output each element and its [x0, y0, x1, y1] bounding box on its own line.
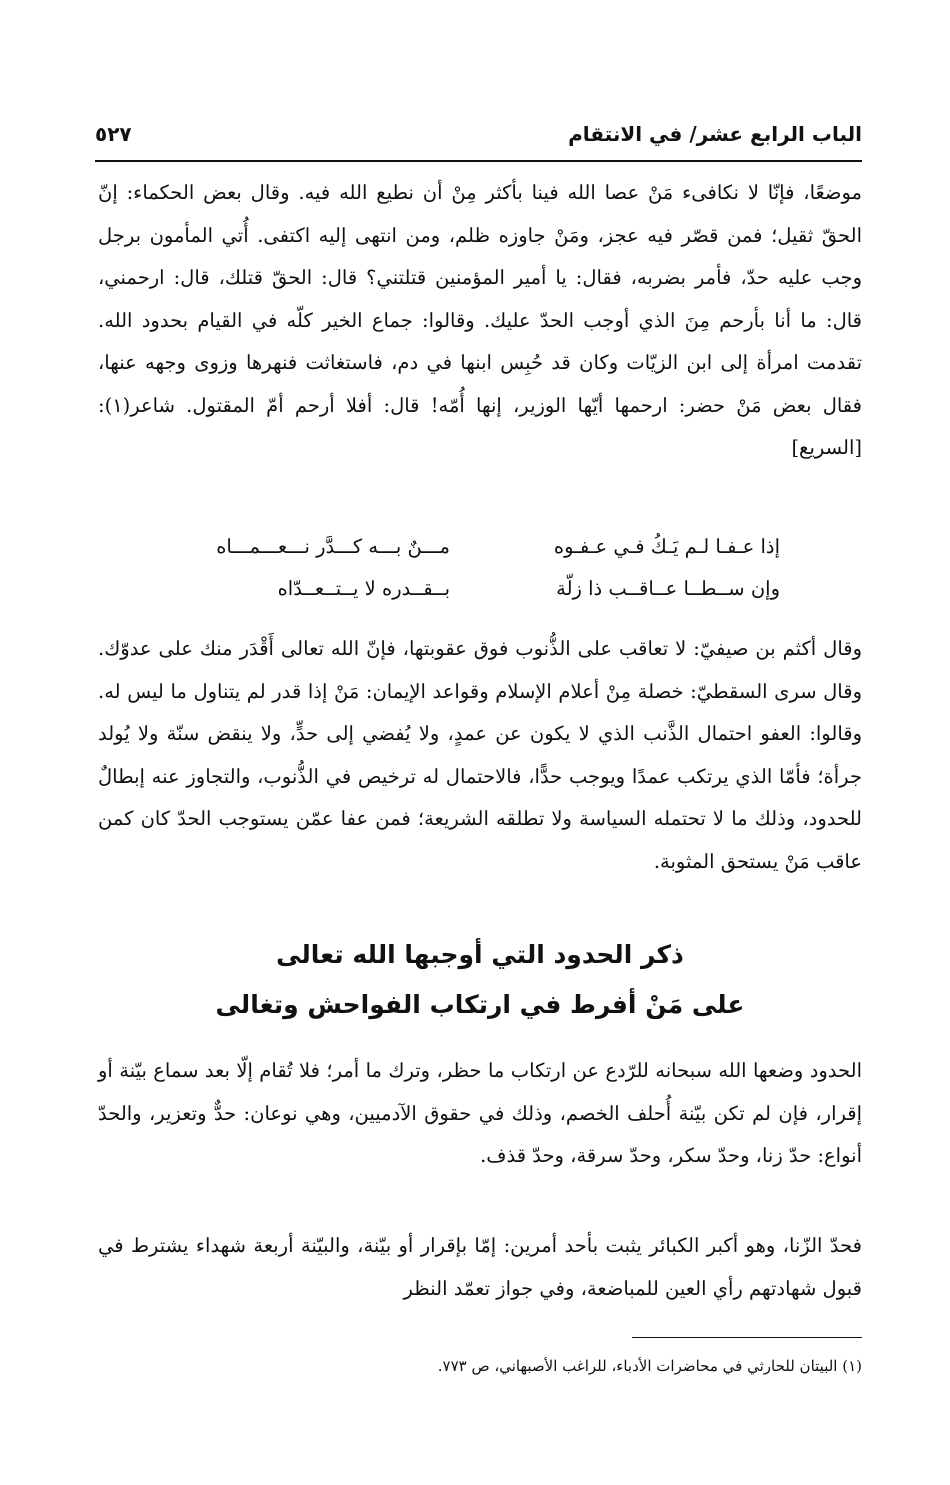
verse-second-hemistich: بــقــدره لا يــتــعــدّاه [277, 577, 450, 600]
paragraph-text: موضعًا، فإنّا لا نكافىء مَنْ عصا الله فينا بأكثر مِنْ أن نطيع الله فيه. وقال بعض الحكماء: إنّ الحقّ ثقيل؛ فمن قصّر فيه عجز، ومَنْ جاوزه ظلم، ومن انتهى إليه اكتفى. أُتي المأمون برجل وجب عليه حدّ، فأمر بضربه، فقال: يا أمير المؤمنين قتلتني؟ قال: الحقّ قتلك، قال: ارحمني، قال: ما أنا بأرحم مِنَ الذي أوجب الحدّ عليك. وقالوا: جماع الخير كلّه في القيام بحدود الله. تقدمت امرأة إلى ابن الزيّات وكان قد حُبِس ابنها في دم، فاستغاثت فنهرها وزوى وجهه عنها، فقال بعض مَنْ حضر: ارحمها أيّها الوزير، إنها أُمّه! قال: أفلا أرحم أمّ المقتول. شاعر(١): [السريع] [98, 181, 862, 459]
hudud-paragraph [98, 1050, 862, 1178]
paragraph-text: الحدود وضعها الله سبحانه للرّدع عن ارتكاب ما حظر، وترك ما أمر؛ فلا تُقام إلّا بعد سماع بيّنة أو إقرار، فإن لم تكن بيّنة أُحلف الخصم، وذلك في حقوق الآدميين، وهي نوعان: حدٌّ وتعزير، والحدّ أنواع: حدّ زنا، وحدّ سكر، وحدّ سرقة، وحدّ قذف. [98, 1059, 862, 1167]
footnote: (١) البيتان للحارثي في محاضرات الأدباء، للراغب الأصبهاني، ص ٧٧٣. [437, 1357, 862, 1375]
verse-first-hemistich: وإن ســطــا عــاقــب ذا زلّة [556, 577, 780, 600]
zina-paragraph [98, 1225, 862, 1310]
chapter-title: الباب الرابع عشر/ في الانتقام [568, 122, 862, 146]
footnote-divider [632, 1337, 862, 1338]
verse-second-hemistich: مـــنٌ بـــه كـــدَّر نـــعـــمـــاه [216, 535, 450, 558]
middle-paragraph [98, 628, 862, 883]
page-number: ٥٢٧ [95, 122, 132, 146]
section-heading-line-1: ذكر الحدود التي أوجبها الله تعالى [276, 940, 684, 969]
section-heading-line-2: على مَنْ أفرط في ارتكاب الفواحش وتغالى [215, 990, 745, 1019]
paragraph-text: فحدّ الزّنا، وهو أكبر الكبائر يثبت بأحد أمرين: إمّا بإقرار أو بيّنة، والبيّنة أربعة شهداء يشترط في قبول شهادتهم رأي العين للمباضعة، وفي جواز تعمّد النظر [98, 1234, 862, 1300]
verse-line-2 [200, 577, 780, 615]
opening-paragraph [98, 172, 862, 470]
paragraph-text: وقال أكثم بن صيفيّ: لا تعاقب على الذُّنوب فوق عقوبتها، فإنّ الله تعالى أَقْدَر منك على عدوّك. وقال سرى السقطيّ: خصلة مِنْ أعلام الإسلام وقواعد الإيمان: مَنْ إذا قدر لم يتناول ما ليس له. وقالوا: العفو احتمال الذَّنب الذي لا يكون عن عمدٍ، ولا يُفضي إلى حدٍّ، ولا ينقض سنّة ولا يُولد جرأة؛ فأمّا الذي يرتكب عمدًا ويوجب حدًّا، فالاحتمال له ترخيص في الذُّنوب، والتجاوز عنه إبطالٌ للحدود، وذلك ما لا تحتمله السياسة ولا تطلقه الشريعة؛ فمن عفا عمّن يستوجب الحدّ كان كمن عاقب مَنْ يستحق المثوبة. [98, 637, 862, 873]
verse-line-1 [200, 535, 780, 573]
verse-first-hemistich: إذا عـفـا لـم يَـكُ فـي عـفـوه [553, 535, 780, 558]
running-header [95, 118, 862, 162]
